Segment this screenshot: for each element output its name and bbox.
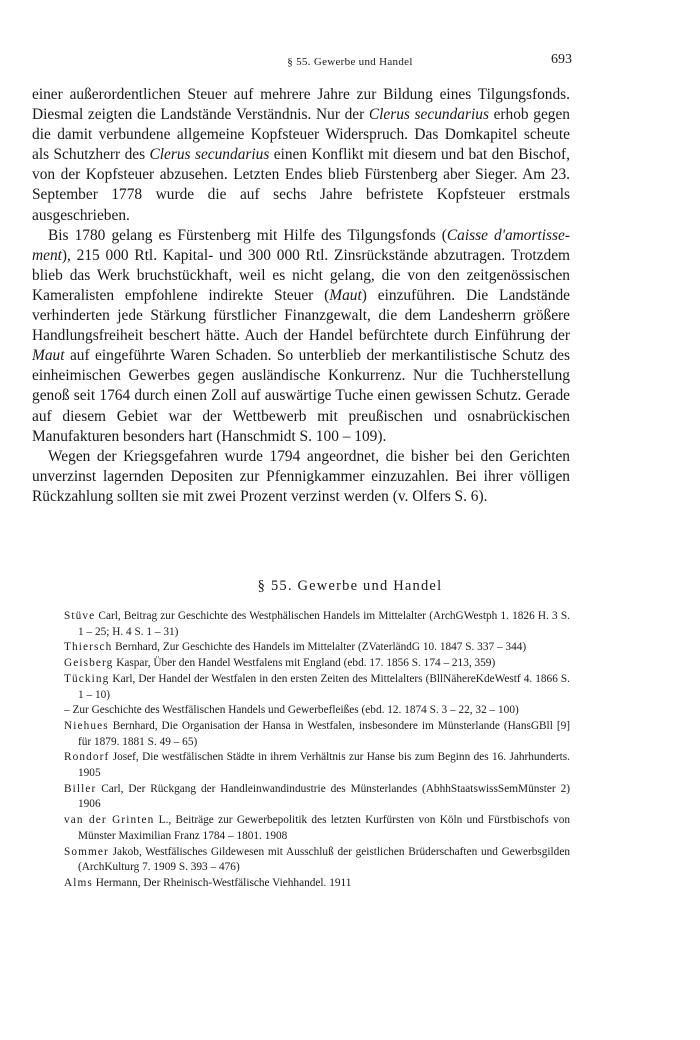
bib-citation: Carl, Der Rückgang der Handleinwandindustrie des Münsterlandes (AbhhStaatswissSemMünster 2) 1906 [78, 782, 570, 811]
bib-author: van der Grinten [64, 814, 155, 827]
bib-citation: Josef, Die westfälischen Städte in ihrem Verhältnis zur Hanse bis zum Beginn des 16. Jahrhunderts. 1905 [78, 751, 570, 780]
bib-citation: Karl, Der Handel der Westfalen in den ersten Zeiten des Mittelalters (BllNähereKdeWestf 4. 1866 S. 1 – 10) [78, 672, 570, 701]
bibliography-entry [64, 656, 570, 672]
paragraph-2 [32, 226, 570, 447]
bib-author: Stüve [64, 610, 96, 622]
bib-citation: Bernhard, Zur Geschichte des Handels im Mittelalter (ZVaterländG 10. 1847 S. 337 – 344) [112, 641, 527, 654]
bib-citation: Carl, Beitrag zur Geschichte des Westphälischen Handels im Mittelalter (ArchGWestph 1. 1826 H. 3 S. 1 – 25; H. 4 S. 1 – 31) [78, 610, 570, 638]
running-head [0, 52, 700, 72]
italic-term: Maut [32, 347, 65, 365]
italic-term: Caisse d'amortissement [32, 226, 570, 264]
page-number: 693 [551, 52, 572, 67]
bib-dash: – [64, 704, 70, 717]
text-run: ) einzuführen. Die Landstände verhinderten jede Stärkung fürstlicher Finanzgewalt, die dem Landesherrn größere Handlungsfreiheit beschert hätte. Auch der Handel befürchtete durch Einführung der [32, 286, 570, 345]
body-text [32, 85, 570, 507]
bibliography-entry [64, 845, 570, 876]
italic-term: Clerus secundarius [368, 106, 489, 124]
bib-author: Niehues [64, 719, 109, 732]
bib-citation: Bernhard, Die Organisation der Hansa in Westfalen, insbesondere im Münsterlande (HansGBll [9] für 1879. 1881 S. 49 – 65) [78, 719, 570, 748]
bibliography-entry [64, 813, 570, 844]
italic-term: Clerus secundarius [149, 146, 270, 164]
bib-citation: L., Beiträge zur Gewerbepolitik des letzten Kurfürsten von Köln und Fürstbischofs von Münster Maximilian Franz 1784 – 1801. 1908 [78, 814, 570, 842]
bibliography-entry [64, 640, 570, 656]
bib-author: Alms [64, 876, 93, 889]
bibliography-entry [64, 750, 570, 781]
text-run: einer außerordentlichen Steuer auf mehrere Jahre zur Bildung eines Tilgungsfonds. Diesmal zeigten die Landstände Verständnis. Nur der [32, 86, 570, 124]
bib-citation: Jakob, Westfälisches Gildewesen mit Ausschluß der geistlichen Brüderschaften und Gewerbsgilden (ArchKulturg 7. 1909 S. 393 – 476) [78, 845, 570, 874]
bibliography-entry [64, 782, 570, 813]
bib-author: Geisberg [64, 657, 114, 670]
text-run: auf eingeführte Waren Schaden. So unterblieb der merkantilistische Schutz des einheimischen Gewerbes gegen ausländische Konkurrenz. Nur die Tuchherstellung genoß seit 1764 durch einen Zoll auf auswärtige Tuche einen gewissen Schutz. Gerade auf diesem Gebiet war der Wettbewerb mit preußischen und osnabrückischen Manufakturen besonders hart (Hanschmidt S. 100 – 109). [32, 347, 570, 445]
bib-author: Biller [64, 782, 97, 795]
bib-citation: Zur Geschichte des Westfälischen Handels und Gewerbefleißes (ebd. 12. 1874 S. 3 – 22, 32 – 100) [69, 704, 519, 717]
paragraph-1 [32, 85, 570, 226]
text-run: Bis 1780 gelang es Fürstenberg mit Hilfe des Tilgungsfonds ( [48, 226, 447, 244]
bib-author: Tücking [64, 672, 110, 685]
bib-citation: Kaspar, Über den Handel Westfalens mit England (ebd. 17. 1856 S. 174 – 213, 359) [113, 657, 496, 670]
bibliography-entry [64, 672, 570, 703]
paragraph-3: Wegen der Kriegsgefahren wurde 1794 angeordnet, die bisher bei den Gerichten unverzinst lagernden Depositen zur Pfennigkammer einzuzahlen. Bei ihrer völligen Rückzahlung sollten sie mit zwei Prozent verzinst werden (v. Olfers S. 6). [32, 447, 570, 505]
bibliography-entry [64, 719, 570, 750]
text-run: erhob gegen die damit verbundene allgemeine Kopfsteuer Widerspruch. Das Domkapitel scheute als Schutzherr des [32, 106, 570, 164]
bib-citation: Hermann, Der Rheinisch-Westfälische Viehhandel. 1911 [92, 876, 352, 889]
text-run: ), 215 000 Rtl. Kapital- und 300 000 Rtl. Zinsrückstände abzutragen. Trotzdem blieb das Werk bruchstückhaft, weil es nicht gelang, die von den zeitgenössischen Kameralisten empfohlene indirekte Steuer ( [32, 246, 570, 304]
text-run: einen Konflikt mit diesem und bat den Bischof, von der Kopfsteuer abzusehen. Letzten Endes blieb Fürstenberg aber Sieger. Am 23. September 1778 wurde die auf sechs Jahre befristete Kopfsteuer erstmals ausgeschrieben. [32, 146, 571, 224]
bib-author: Rondorf [64, 751, 110, 764]
bibliography-list [64, 609, 570, 892]
bib-author: Thiersch [64, 641, 113, 654]
running-head-title: § 55. Gewerbe und Handel [287, 56, 413, 68]
section-heading: § 55. Gewerbe und Handel [257, 578, 443, 594]
bib-author: Sommer [64, 845, 109, 858]
bibliography-entry [64, 609, 570, 640]
italic-term: Maut [329, 286, 362, 304]
bibliography-entry [64, 876, 570, 892]
bibliography-entry [64, 703, 570, 719]
